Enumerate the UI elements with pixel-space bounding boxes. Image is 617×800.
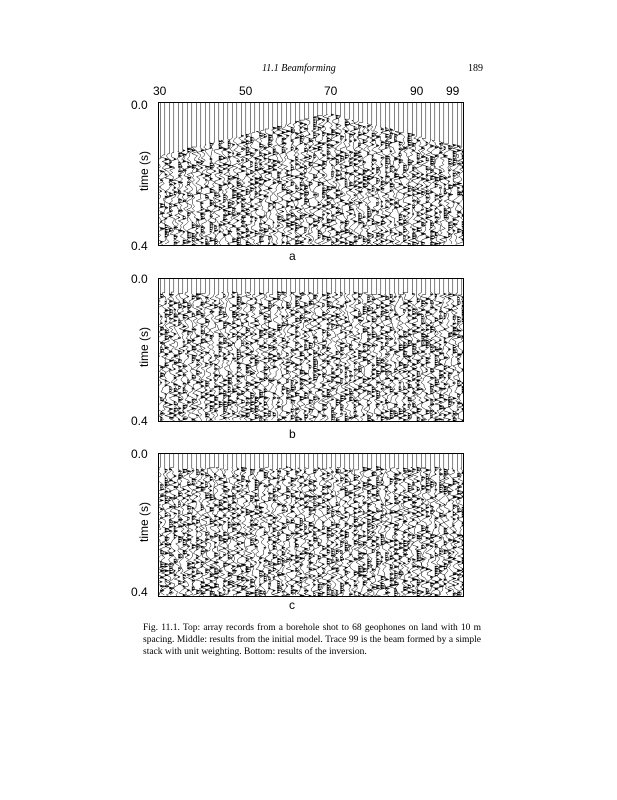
trace-wiggle bbox=[259, 278, 269, 420]
trace-wiggle bbox=[385, 453, 395, 596]
y-axis-label: time (s) bbox=[137, 327, 151, 367]
trace-fill bbox=[390, 128, 395, 242]
trace-fill bbox=[376, 304, 381, 416]
trace-wiggle bbox=[241, 453, 251, 596]
trace-fill bbox=[408, 133, 413, 246]
figure-caption: Fig. 11.1. Top: array records from a borehole shot to 68 geophones on land with 10 m spacing. Middle: results from the initial model. Trace 99 is the beam formed by a simple stack with unit weighting. Bottom: results of the inversion. bbox=[143, 623, 481, 657]
trace-wiggle bbox=[291, 453, 300, 595]
trace-wiggle bbox=[232, 102, 241, 245]
trace-fill bbox=[421, 300, 426, 421]
trace-wiggle bbox=[241, 102, 251, 245]
trace-fill bbox=[282, 291, 287, 419]
y-tick-top: 0.0 bbox=[131, 98, 148, 112]
trace-wiggle bbox=[326, 278, 336, 422]
trace-fill bbox=[241, 303, 246, 417]
trace-wiggle bbox=[158, 102, 165, 244]
panel-a bbox=[0, 96, 617, 266]
trace-wiggle bbox=[205, 102, 215, 245]
trace-wiggle bbox=[326, 453, 335, 595]
trace-wiggle bbox=[182, 278, 192, 420]
trace-fill bbox=[394, 134, 399, 235]
trace-label: 50 bbox=[239, 84, 253, 98]
trace-fill bbox=[399, 296, 404, 419]
panel-c bbox=[0, 447, 617, 617]
trace-label: 90 bbox=[410, 84, 424, 98]
trace-fill bbox=[174, 158, 178, 246]
trace-fill bbox=[250, 298, 255, 421]
y-axis-label: time (s) bbox=[137, 502, 151, 542]
trace-wiggle bbox=[322, 102, 332, 244]
trace-wiggle bbox=[272, 453, 282, 597]
trace-wiggle bbox=[389, 102, 399, 245]
trace-fill bbox=[412, 468, 417, 593]
panel-letter: c bbox=[289, 598, 295, 612]
trace-wiggle bbox=[380, 453, 390, 595]
y-tick-bottom: 0.4 bbox=[131, 239, 148, 253]
trace-wiggle bbox=[187, 278, 197, 422]
trace-wiggle bbox=[385, 102, 394, 246]
trace-fill bbox=[232, 291, 237, 414]
trace-label: 99 bbox=[446, 84, 460, 98]
y-tick-top: 0.0 bbox=[131, 447, 148, 461]
trace-fill bbox=[196, 161, 200, 240]
panel-letter: a bbox=[289, 249, 296, 263]
running-header bbox=[0, 63, 617, 79]
trace-label: 70 bbox=[324, 84, 338, 98]
trace-wiggle bbox=[448, 453, 458, 596]
trace-fill bbox=[349, 470, 353, 595]
y-tick-bottom: 0.4 bbox=[131, 585, 148, 599]
trace-wiggle bbox=[160, 453, 169, 595]
y-axis-label: time (s) bbox=[137, 151, 151, 191]
seismogram-plot-b bbox=[158, 278, 464, 422]
trace-wiggle bbox=[227, 102, 237, 246]
trace-wiggle bbox=[264, 278, 274, 420]
trace-wiggle bbox=[282, 278, 291, 422]
seismogram-plot-c bbox=[158, 453, 464, 597]
trace-wiggle bbox=[412, 453, 422, 596]
trace-fill bbox=[354, 292, 359, 417]
trace-wiggle bbox=[281, 453, 291, 597]
trace-fill bbox=[345, 470, 350, 584]
y-tick-bottom: 0.4 bbox=[131, 414, 148, 428]
trace-fill bbox=[421, 147, 426, 246]
trace-wiggle bbox=[439, 102, 449, 244]
trace-fill bbox=[300, 469, 305, 597]
seismogram-plot-a bbox=[158, 102, 464, 246]
trace-wiggle bbox=[196, 102, 206, 245]
trace-fill bbox=[304, 123, 309, 240]
trace-wiggle bbox=[358, 278, 367, 422]
trace-label: 30 bbox=[153, 84, 167, 98]
trace-fill bbox=[322, 119, 327, 240]
page-number: 189 bbox=[468, 63, 483, 74]
trace-wiggle bbox=[254, 453, 264, 596]
trace-fill bbox=[304, 302, 308, 422]
trace-fill bbox=[169, 468, 174, 593]
panel-letter: b bbox=[289, 427, 296, 441]
trace-fill bbox=[372, 298, 377, 421]
trace-fill bbox=[309, 292, 314, 413]
trace-wiggle bbox=[313, 102, 323, 244]
running-title: 11.1 Beamforming bbox=[262, 63, 336, 74]
y-tick-top: 0.0 bbox=[131, 272, 148, 286]
trace-fill bbox=[282, 478, 287, 597]
panel-b bbox=[0, 272, 617, 442]
trace-wiggle bbox=[390, 278, 400, 420]
trace-wiggle bbox=[209, 278, 219, 422]
trace-wiggle bbox=[376, 278, 386, 422]
